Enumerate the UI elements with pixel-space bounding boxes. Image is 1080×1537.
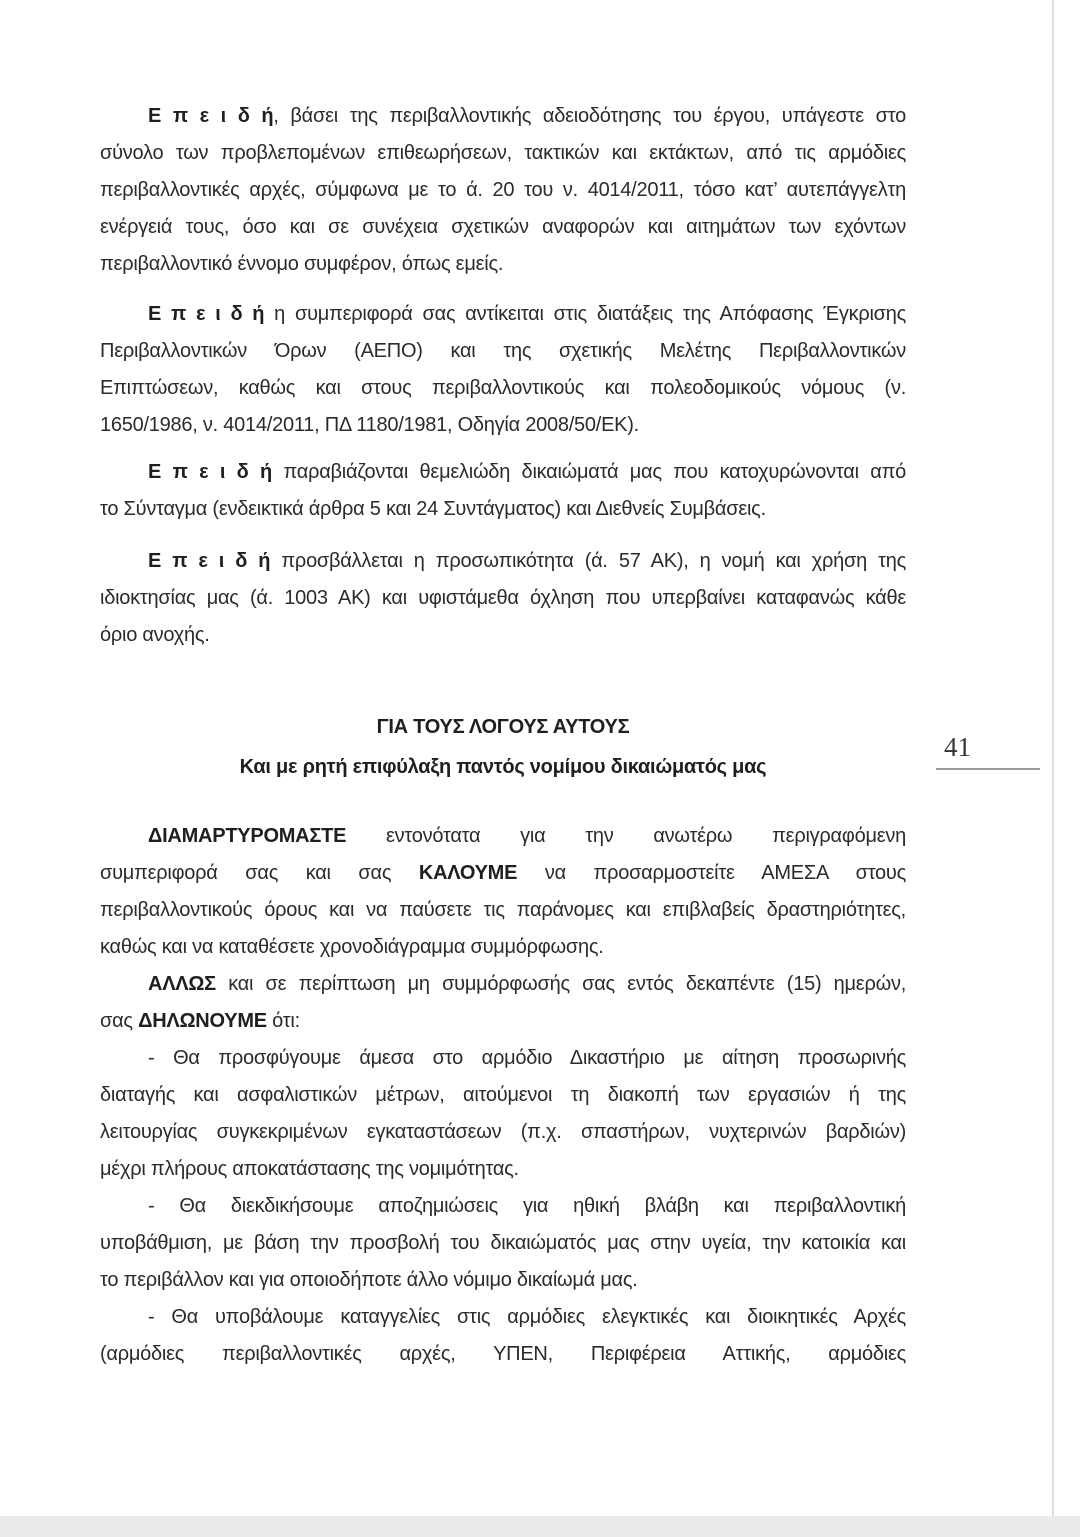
body-text: σας <box>100 1010 139 1032</box>
body-text: Επιπτώσεων, καθώς και στους περιβαλλοντικούς και πολεοδομικούς νόμους (ν. <box>100 377 906 399</box>
body-text: και σε περίπτωση μη συμμόρφωσής σας εντός δεκαπέντε (15) ημερών, <box>215 973 906 995</box>
body-text: υποβάθμιση, με βάση την προσβολή του δικαιώματός μας στην υγεία, την κατοικία και <box>100 1232 906 1254</box>
body-text: περιβαλλοντικούς όρους και να παύσετε τις παράνομες και επιβλαβείς δραστηριότητες, <box>100 899 906 921</box>
body-text: καθώς και να καταθέσετε χρονοδιάγραμμα συμμόρφωσης. <box>100 936 604 958</box>
emphasis-text: ΑΛΛΩΣ <box>148 973 216 995</box>
text-line <box>100 1114 906 1151</box>
text-line <box>100 709 906 746</box>
text-line <box>100 543 906 580</box>
document-content <box>100 98 906 1373</box>
text-line <box>100 209 906 246</box>
emphasis-text: ΔΗΛΩΝΟΥΜΕ <box>138 1010 267 1032</box>
text-line <box>100 98 906 135</box>
body-text: (αρμόδιες περιβαλλοντικές αρχές, ΥΠΕΝ, Περιφέρεια Αττικής, αρμόδιες <box>100 1343 906 1365</box>
page-number: 41 <box>936 732 1040 770</box>
text-line <box>100 966 906 1003</box>
bullet-complaints <box>100 1299 906 1373</box>
text-line <box>100 1225 906 1262</box>
body-text: περιβαλλοντικό έννομο συμφέρον, όπως εμείς. <box>100 253 504 275</box>
bullet-compensation <box>100 1188 906 1299</box>
emphasis-text: ΔΙΑΜΑΡΤΥΡΟΜΑΣΤΕ <box>148 825 347 847</box>
heading-reservation-of-rights <box>100 749 906 786</box>
paragraph-otherwise <box>100 966 906 1040</box>
text-line <box>100 929 906 966</box>
text-line <box>100 407 906 444</box>
text-line <box>100 749 906 786</box>
text-line <box>100 855 906 892</box>
emphasis-text: Ε π ε ι δ ή <box>148 461 273 483</box>
scan-bottom-band <box>0 1516 1080 1537</box>
body-text: σύνολο των προβλεπομένων επιθεωρήσεων, τακτικών και εκτάκτων, από τις αρμόδιες <box>100 142 906 164</box>
text-line <box>100 1040 906 1077</box>
text-line <box>100 580 906 617</box>
paragraph-epeidi-4 <box>100 543 906 654</box>
text-line <box>100 296 906 333</box>
body-text: συμπεριφορά σας και σας <box>100 862 419 884</box>
scan-edge-line <box>1052 0 1054 1537</box>
body-text: το Σύνταγμα (ενδεικτικά άρθρα 5 και 24 Συντάγματος) και Διεθνείς Συμβάσεις. <box>100 498 766 520</box>
body-text: προσβάλλεται η προσωπικότητα (ά. 57 ΑΚ), η νομή και χρήση της <box>270 550 907 572</box>
body-text: διαταγής και ασφαλιστικών μέτρων, αιτούμενοι τη διακοπή των εργασιών ή της <box>100 1084 906 1106</box>
text-line <box>100 1299 906 1336</box>
text-line <box>100 1003 906 1040</box>
body-text: , βάσει της περιβαλλοντικής αδειοδότησης του έργου, υπάγεστε στο <box>273 105 906 127</box>
text-line <box>100 454 906 491</box>
emphasis-text: ΚΑΛΟΥΜΕ <box>418 862 518 884</box>
paragraph-epeidi-1 <box>100 98 906 283</box>
text-line <box>100 1336 906 1373</box>
emphasis-text: Και με ρητή επιφύλαξη παντός νομίμου δικαιώματός μας <box>239 756 767 778</box>
body-text: Περιβαλλοντικών Όρων (ΑΕΠΟ) και της σχετικής Μελέτης Περιβαλλοντικών <box>100 340 906 362</box>
body-text: όριο ανοχής. <box>100 624 210 646</box>
text-line <box>100 818 906 855</box>
text-line <box>100 370 906 407</box>
text-line <box>100 333 906 370</box>
text-line <box>100 1151 906 1188</box>
body-text: η συμπεριφορά σας αντίκειται στις διατάξεις της Απόφασης Έγκρισης <box>264 303 906 325</box>
body-text: - Θα διεκδικήσουμε αποζημιώσεις για ηθική βλάβη και περιβαλλοντική <box>148 1195 906 1217</box>
emphasis-text: Ε π ε ι δ ή <box>148 105 274 127</box>
text-line <box>100 172 906 209</box>
text-line <box>100 491 906 528</box>
body-text: λειτουργίας συγκεκριμένων εγκαταστάσεων (π.χ. σπαστήρων, νυχτερινών βαρδιών) <box>100 1121 906 1143</box>
body-text: - Θα υποβάλουμε καταγγελίες στις αρμόδιες ελεγκτικές και διοικητικές Αρχές <box>148 1306 906 1328</box>
body-text: το περιβάλλον και για οποιοδήποτε άλλο νόμιμο δικαίωμά μας. <box>100 1269 638 1291</box>
body-text: ιδιοκτησίας μας (ά. 1003 ΑΚ) και υφιστάμεθα όχληση που υπερβαίνει καταφανώς κάθε <box>100 587 906 609</box>
body-text: μέχρι πλήρους αποκατάστασης της νομιμότητας. <box>100 1158 519 1180</box>
paragraph-epeidi-3 <box>100 454 906 528</box>
body-text: εντονότατα για την ανωτέρω περιγραφόμενη <box>346 825 906 847</box>
body-text: παραβιάζονται θεμελιώδη δικαιώματά μας που κατοχυρώνονται από <box>272 461 906 483</box>
text-line <box>100 246 906 283</box>
emphasis-text: ΓΙΑ ΤΟΥΣ ΛΟΓΟΥΣ ΑΥΤΟΥΣ <box>376 716 630 738</box>
body-text: περιβαλλοντικές αρχές, σύμφωνα με το ά. 20 του ν. 4014/2011, τόσο κατ’ αυτεπάγγελτη <box>100 179 906 201</box>
emphasis-text: Ε π ε ι δ ή <box>148 303 265 325</box>
body-text: ότι: <box>266 1010 300 1032</box>
text-line <box>100 1188 906 1225</box>
body-text: να προσαρμοστείτε ΑΜΕΣΑ στους <box>517 862 907 884</box>
text-line <box>100 135 906 172</box>
text-line <box>100 1262 906 1299</box>
text-line <box>100 617 906 654</box>
body-text: - Θα προσφύγουμε άμεσα στο αρμόδιο Δικαστήριο με αίτηση προσωρινής <box>148 1047 906 1069</box>
text-line <box>100 892 906 929</box>
paragraph-protest <box>100 818 906 966</box>
body-text: ενέργειά τους, όσο και σε συνέχεια σχετικών αναφορών και αιτημάτων των εχόντων <box>100 216 906 238</box>
heading-for-these-reasons <box>100 709 906 746</box>
text-line <box>100 1077 906 1114</box>
emphasis-text: Ε π ε ι δ ή <box>148 550 271 572</box>
bullet-court-action <box>100 1040 906 1188</box>
body-text: 1650/1986, ν. 4014/2011, ΠΔ 1180/1981, Οδηγία 2008/50/ΕΚ). <box>100 414 639 436</box>
paragraph-epeidi-2 <box>100 296 906 444</box>
